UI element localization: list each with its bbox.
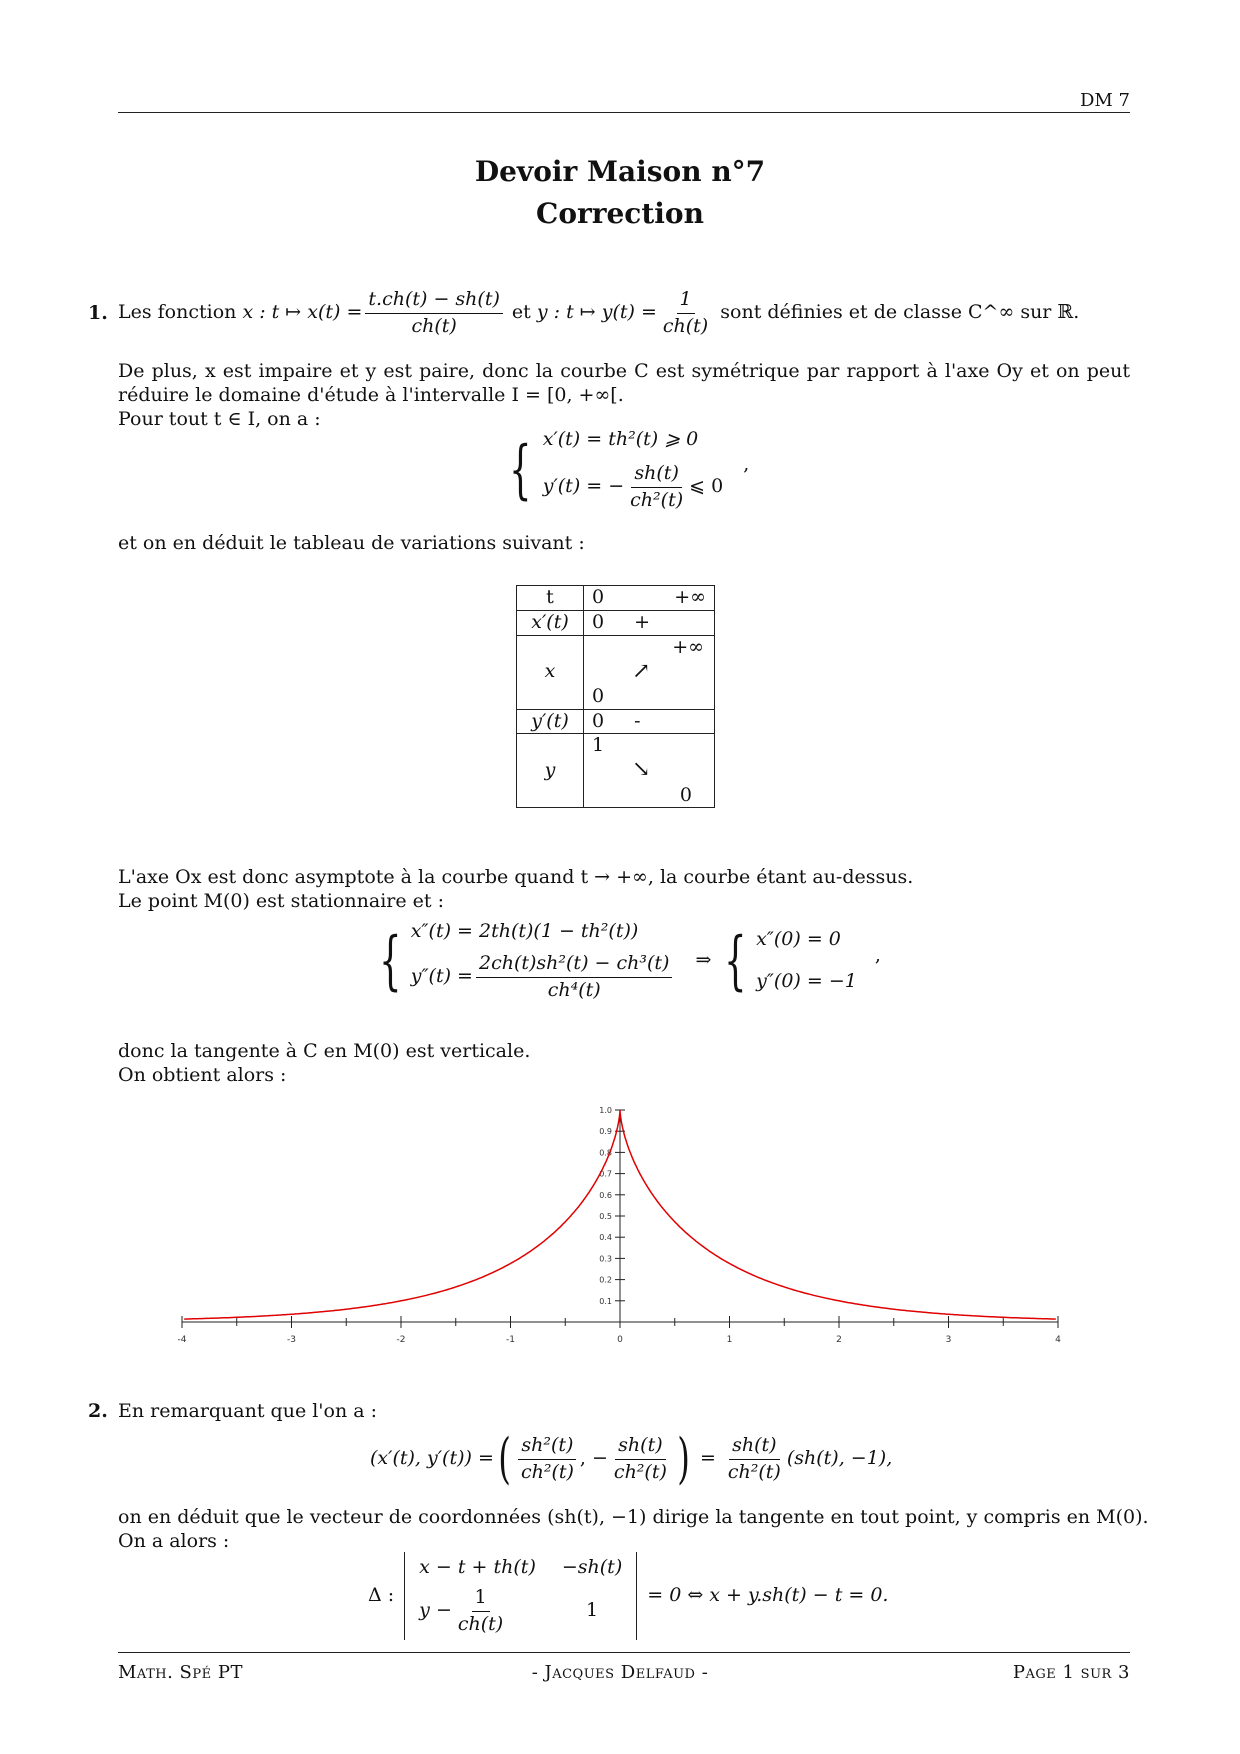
eq-f1-num: sh²(t) bbox=[518, 1434, 576, 1460]
y-tick-label: 0.1 bbox=[599, 1296, 612, 1306]
y-prime-lhs: y′(t) = − bbox=[542, 475, 625, 498]
x-fraction bbox=[365, 288, 502, 339]
y-fraction-num: 1 bbox=[677, 288, 695, 314]
curve-chart bbox=[160, 1092, 1080, 1342]
system2-comma: , bbox=[874, 944, 881, 967]
y-second-lhs: y″(t) = bbox=[410, 965, 473, 988]
cell-yprime-label: y′(t) bbox=[517, 709, 584, 734]
det-a22: 1 bbox=[586, 1599, 599, 1622]
det-a21-fraction bbox=[455, 1586, 506, 1637]
cell-t-values bbox=[584, 586, 715, 611]
det-a11: x − t + th(t) bbox=[419, 1556, 536, 1578]
t-infinity: +∞ bbox=[674, 586, 706, 608]
q1-paragraph-6: donc la tangente à C en M(0) est verticale. bbox=[118, 1040, 531, 1062]
footer-left: Math. Spé PT bbox=[118, 1662, 243, 1683]
xprime-sign: + bbox=[634, 610, 651, 633]
y-fraction-den: ch(t) bbox=[662, 314, 709, 337]
x-tick-label: -4 bbox=[177, 1335, 187, 1342]
x-tick-label: 3 bbox=[945, 1335, 952, 1342]
y-top-value: 1 bbox=[592, 734, 605, 757]
t-zero: 0 bbox=[592, 586, 605, 608]
table-row-yprime bbox=[517, 709, 715, 734]
det-a12: −sh(t) bbox=[561, 1556, 623, 1578]
y-tick-label: 1.0 bbox=[599, 1106, 612, 1115]
y-tick-label: 0.4 bbox=[599, 1233, 612, 1243]
cell-y-label: y bbox=[517, 734, 584, 808]
y-prime-fraction bbox=[627, 462, 686, 513]
x-second-at-zero: x″(0) = 0 bbox=[756, 928, 841, 951]
page-title: Devoir Maison n°7 bbox=[474, 155, 766, 188]
y-prime-den: ch²(t) bbox=[630, 488, 684, 511]
y-tick-label: 0.5 bbox=[599, 1212, 612, 1221]
x-bottom-value: 0 bbox=[592, 684, 605, 707]
determinant-matrix bbox=[404, 1552, 637, 1640]
y-definition: y : t ↦ y(t) = bbox=[536, 301, 657, 324]
eq-f3-num: sh(t) bbox=[729, 1434, 779, 1460]
yprime-sign: - bbox=[634, 709, 641, 732]
table-row-xprime bbox=[517, 610, 715, 635]
q1-paragraph-7: On obtient alors : bbox=[118, 1064, 287, 1086]
cell-xprime-label: x′(t) bbox=[517, 610, 584, 635]
eq-equals: = bbox=[699, 1447, 716, 1470]
right-paren: ) bbox=[677, 1427, 690, 1490]
q2-paragraph-2: On a alors : bbox=[118, 1530, 230, 1552]
header-label: DM 7 bbox=[1079, 90, 1130, 111]
y-prime-line bbox=[543, 462, 723, 513]
system3-lines bbox=[756, 928, 857, 994]
y-tick-label: 0.8 bbox=[599, 1148, 612, 1158]
q1-paragraph-5: Le point M(0) est stationnaire et : bbox=[118, 890, 444, 912]
implies-symbol: ⇒ bbox=[695, 949, 712, 972]
q1-paragraph-2: Pour tout t ∈ I, on a : bbox=[118, 408, 321, 430]
y-second-fraction bbox=[476, 952, 672, 1003]
cell-x-variation bbox=[584, 635, 715, 709]
y-tick-label: 0.7 bbox=[599, 1169, 612, 1179]
cell-x-label: x bbox=[517, 635, 584, 709]
y-second-at-zero: y″(0) = −1 bbox=[756, 970, 857, 993]
q1-paragraph-3: et on en déduit le tableau de variations suivant : bbox=[118, 532, 585, 554]
x-tick-label: 4 bbox=[1055, 1335, 1061, 1342]
q1-paragraph-4: L'axe Ox est donc asymptote à la courbe quand t → +∞, la courbe étant au-dessus. bbox=[118, 866, 914, 888]
yprime-zero: 0 bbox=[592, 709, 605, 732]
y-fraction bbox=[660, 288, 711, 339]
footer-center: - Jacques Delfaud - bbox=[531, 1662, 709, 1683]
eq-fraction-3 bbox=[725, 1434, 784, 1485]
y-tick-label: 0.9 bbox=[599, 1127, 612, 1137]
q1-paragraph-1: De plus, x est impaire et y est paire, donc la courbe C est symétrique par rapport à l'axe Oy et on peut réduire le domaine d'étude à l'intervalle I = [0, +∞[. bbox=[118, 360, 1130, 406]
x-definition: x : t ↦ x(t) = bbox=[242, 301, 363, 324]
cell-t-label: t bbox=[517, 586, 584, 611]
table-row-t bbox=[517, 586, 715, 611]
x-fraction-den: ch(t) bbox=[411, 314, 457, 337]
x-fraction-num: t.ch(t) − sh(t) bbox=[365, 288, 502, 314]
tangent-determinant bbox=[368, 1552, 888, 1640]
question-1-number: 1. bbox=[88, 302, 108, 324]
system2-lines bbox=[411, 920, 676, 1002]
q1-intro-c: sont définies et de classe C^∞ sur ℝ. bbox=[720, 301, 1080, 324]
x-tick-label: 1 bbox=[726, 1335, 733, 1342]
second-derivative-system bbox=[370, 920, 881, 1002]
x-tick-label: 2 bbox=[836, 1335, 842, 1342]
xprime-zero: 0 bbox=[592, 610, 605, 633]
table-row-x bbox=[517, 635, 715, 709]
q1-intro bbox=[118, 288, 1079, 339]
cell-xprime-values bbox=[584, 610, 715, 635]
y-tick-label: 0.2 bbox=[599, 1275, 612, 1285]
x-second-line: x″(t) = 2th(t)(1 − th²(t)) bbox=[410, 920, 639, 942]
x-tick-label: -2 bbox=[396, 1335, 406, 1342]
x-top-value: +∞ bbox=[672, 635, 704, 658]
y-prime-sign: ⩽ 0 bbox=[689, 475, 724, 498]
system-lines bbox=[543, 428, 723, 512]
increasing-arrow-icon: ↗ bbox=[632, 658, 651, 684]
table-row-y bbox=[517, 734, 715, 808]
det-a21-den: ch(t) bbox=[457, 1612, 504, 1635]
q2-paragraph-1: on en déduit que le vecteur de coordonnées (sh(t), −1) dirige la tangente en tout point, y compris en M(0). bbox=[118, 1506, 1149, 1528]
x-tick-label: -3 bbox=[287, 1335, 296, 1342]
left-paren: ( bbox=[498, 1427, 511, 1490]
delta-label: Δ : bbox=[368, 1584, 395, 1607]
y-second-den: ch⁴(t) bbox=[547, 978, 601, 1001]
page-subtitle: Correction bbox=[536, 197, 704, 230]
det-a21 bbox=[419, 1586, 536, 1637]
cell-yprime-values bbox=[584, 709, 715, 734]
q2-intro: En remarquant que l'on a : bbox=[118, 1400, 378, 1422]
system-comma: , bbox=[743, 453, 750, 476]
eq-f3-den: ch²(t) bbox=[727, 1460, 781, 1483]
eq-rhs: (sh(t), −1), bbox=[786, 1447, 893, 1470]
q1-intro-a: Les fonction bbox=[118, 301, 237, 324]
x-prime-line: x′(t) = th²(t) ⩾ 0 bbox=[542, 428, 699, 450]
det-a21-num: 1 bbox=[472, 1586, 490, 1612]
eq-comma: , − bbox=[579, 1447, 608, 1470]
eq-f1-den: ch²(t) bbox=[520, 1460, 574, 1483]
variation-table bbox=[516, 585, 715, 808]
y-tick-label: 0.6 bbox=[599, 1190, 612, 1200]
eq-f2-den: ch²(t) bbox=[613, 1460, 667, 1483]
y-second-line bbox=[411, 952, 676, 1003]
tangent-equation bbox=[370, 1427, 893, 1490]
det-rhs: = 0 ⇔ x + y.sh(t) − t = 0. bbox=[647, 1584, 889, 1607]
y-bottom-value: 0 bbox=[679, 783, 692, 806]
eq-fraction-2 bbox=[611, 1434, 670, 1485]
eq-lhs: (x′(t), y′(t)) = bbox=[370, 1447, 494, 1470]
left-brace-2: { bbox=[379, 924, 402, 999]
eq-fraction-1 bbox=[518, 1434, 577, 1485]
header-rule bbox=[118, 112, 1130, 113]
det-a21-lhs: y − bbox=[419, 1599, 452, 1622]
cell-y-variation bbox=[584, 734, 715, 808]
y-tick-label: 0.3 bbox=[599, 1254, 612, 1264]
y-prime-num: sh(t) bbox=[631, 462, 681, 488]
x-tick-label: -1 bbox=[506, 1335, 515, 1342]
y-second-num: 2ch(t)sh²(t) − ch³(t) bbox=[476, 952, 672, 978]
footer-rule bbox=[118, 1652, 1130, 1653]
left-brace: { bbox=[509, 433, 532, 508]
derivative-system bbox=[500, 428, 749, 512]
decreasing-arrow-icon: ↘ bbox=[632, 757, 651, 783]
footer-page-number: Page 1 sur 3 bbox=[1012, 1662, 1130, 1683]
eq-f2-num: sh(t) bbox=[615, 1434, 665, 1460]
question-2-number: 2. bbox=[88, 1400, 108, 1422]
q1-intro-b: et bbox=[511, 301, 531, 324]
x-tick-label: 0 bbox=[617, 1335, 623, 1342]
left-brace-3: { bbox=[724, 924, 747, 999]
